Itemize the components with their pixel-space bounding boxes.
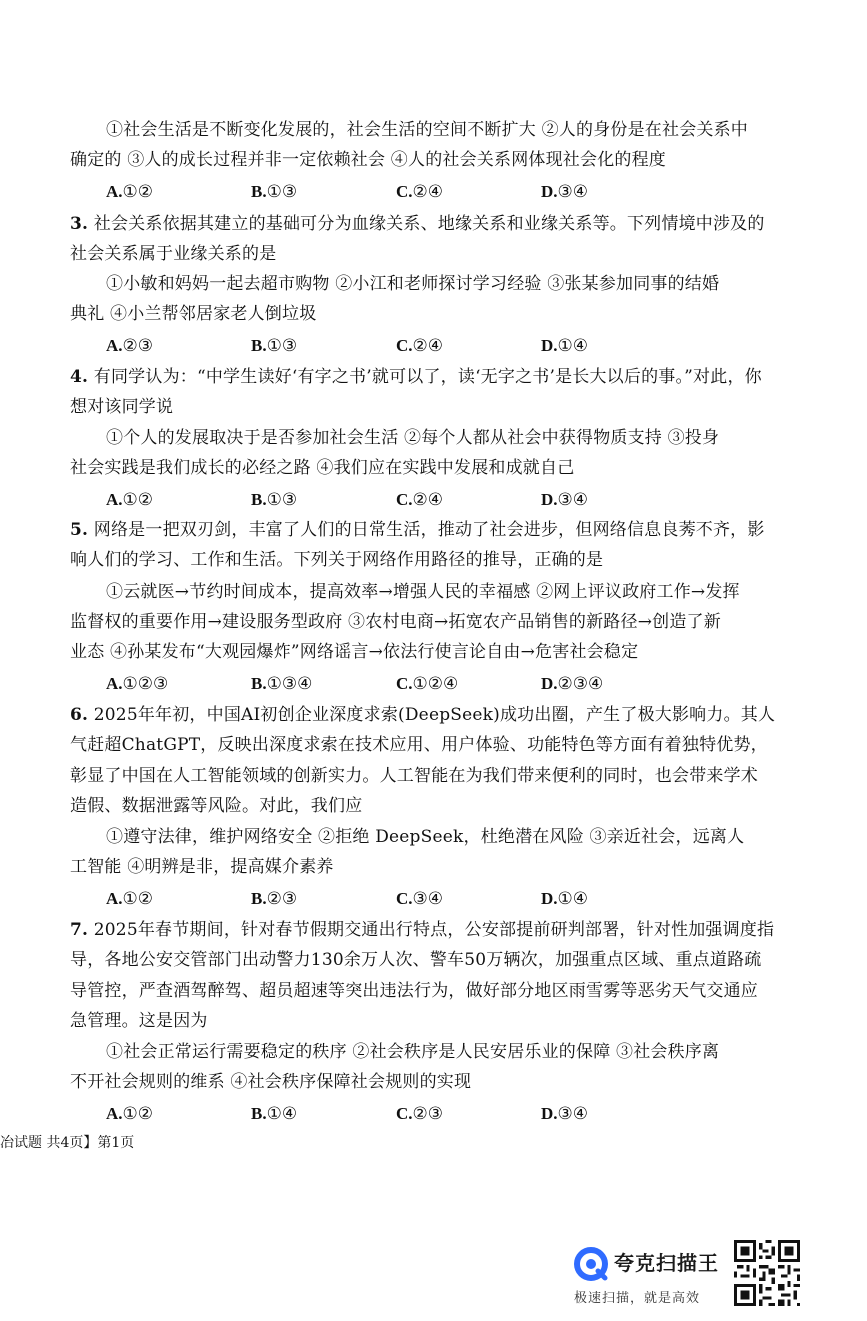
option-letter: C.	[396, 490, 413, 509]
option-letter: B.	[251, 336, 267, 355]
option-letter: B.	[251, 1104, 267, 1123]
option-choices: ②③	[122, 336, 154, 356]
option-letter: C.	[396, 674, 413, 693]
option-letter: C.	[396, 182, 413, 201]
option-letter: D.	[541, 674, 558, 693]
qr-code-icon	[734, 1240, 800, 1306]
option-letter: B.	[251, 889, 267, 908]
q3-option-c	[396, 334, 443, 358]
option-choices: ①②	[122, 182, 154, 202]
option-choices: ①②③	[122, 674, 169, 694]
q4-option-b	[251, 488, 297, 512]
q7-option-c	[396, 1102, 443, 1126]
q2-statement-line2: 确定的 ③人的成长过程并非一定依赖社会 ④人的社会关系网体现社会化的程度	[70, 150, 667, 170]
q5-statement-line2: 监督权的重要作用→建设服务型政府 ③农村电商→拓宽农产品销售的新路径→创造了新	[70, 612, 721, 632]
option-letter: A.	[106, 889, 123, 908]
option-letter: C.	[396, 1104, 413, 1123]
q2-option-a	[106, 180, 153, 204]
option-letter: D.	[541, 182, 558, 201]
option-letter: A.	[106, 674, 123, 693]
q5-stem-line2: 响人们的学习、工作和生活。下列关于网络作用路径的推导，正确的是	[70, 550, 604, 570]
q7-stem-line2: 导，各地公安交管部门出动警力130余万人次、警车50万辆次，加强重点区域、重点道路疏	[70, 950, 762, 970]
option-letter: A.	[106, 336, 123, 355]
q2-option-c	[396, 180, 443, 204]
q2-statement-line1: ①社会生活是不断变化发展的，社会生活的空间不断扩大 ②人的身份是在社会关系中	[106, 120, 749, 140]
q7-option-b	[251, 1102, 297, 1126]
q7-option-d	[541, 1102, 588, 1126]
option-letter: A.	[106, 1104, 123, 1123]
q3-stem-text1: 社会关系依据其建立的基础可分为血缘关系、地缘关系和业缘关系等。下列情境中涉及的	[93, 214, 765, 234]
q2-option-b	[251, 180, 297, 204]
q7-statement-line2: 不开社会规则的维系 ④社会秩序保障社会规则的实现	[70, 1072, 472, 1092]
option-choices: ②③④	[557, 674, 604, 694]
q4-statement-line2: 社会实践是我们成长的必经之路 ④我们应在实践中发展和成就自己	[70, 458, 575, 478]
option-choices: ②③	[412, 1104, 444, 1124]
option-choices: ③④	[557, 490, 589, 510]
option-choices: ①②	[122, 889, 154, 909]
option-letter: D.	[541, 490, 558, 509]
q4-option-a	[106, 488, 153, 512]
q6-stem-line3: 彰显了中国在人工智能领域的创新实力。人工智能在为我们带来便利的同时，也会带来学术	[70, 766, 758, 786]
q4-option-d	[541, 488, 588, 512]
q6-option-c	[396, 887, 443, 911]
q6-stem-text1: 2025年年初，中国AI初创企业深度求索(DeepSeek)成功出圈，产生了极大影响力。其人	[93, 705, 776, 725]
brand-slogan: 极速扫描，就是高效	[574, 1291, 701, 1306]
q4-stem-line2: 想对该同学说	[70, 397, 174, 417]
q5-statement-line1: ①云就医→节约时间成本，提高效率→增强人民的幸福感 ②网上评议政府工作→发挥	[106, 582, 740, 602]
q7-stem-line3: 导管控，严查酒驾醉驾、超员超速等突出违法行为，做好部分地区雨雪雾等恶劣天气交通应	[70, 981, 758, 1001]
option-letter: A.	[106, 490, 123, 509]
option-choices: ①③	[266, 182, 298, 202]
q2-option-d	[541, 180, 588, 204]
q3-statement-line2: 典礼 ④小兰帮邻居家老人倒垃圾	[70, 304, 317, 324]
option-choices: ③④	[557, 1104, 589, 1124]
option-letter: D.	[541, 889, 558, 908]
q6-stem-line2: 气赶超ChatGPT，反映出深度求索在技术应用、用户体验、功能特色等方面有着独特优势，	[70, 735, 768, 755]
option-choices: ②③	[266, 889, 298, 909]
option-letter: B.	[251, 490, 267, 509]
q7-option-a	[106, 1102, 153, 1126]
option-choices: ①③	[266, 490, 298, 510]
q4-statement-line1: ①个人的发展取决于是否参加社会生活 ②每个人都从社会中获得物质支持 ③投身	[106, 428, 720, 448]
q7-stem-text1: 2025年春节期间，针对春节假期交通出行特点，公安部提前研判部署，针对性加强调度指	[93, 920, 775, 940]
option-choices: ①③	[266, 336, 298, 356]
q5-option-b	[251, 672, 312, 696]
q4-stem-line1	[70, 365, 762, 389]
option-choices: ②④	[412, 490, 444, 510]
q6-stem-line4: 造假、数据泄露等风险。对此，我们应	[70, 796, 363, 816]
q7-stem-line4: 急管理。这是因为	[70, 1011, 208, 1031]
q3-option-a	[106, 334, 153, 358]
option-choices: ③④	[412, 889, 444, 909]
q3-stem-line1	[70, 212, 765, 236]
q5-option-c	[396, 672, 458, 696]
q5-option-a	[106, 672, 168, 696]
q7-stem-line1	[70, 918, 774, 942]
q5-stem-line1	[70, 518, 765, 542]
q6-statement-line1: ①遵守法律，维护网络安全 ②拒绝 DeepSeek，杜绝潜在风险 ③亲近社会，远离人	[106, 827, 745, 847]
option-choices: ①②④	[412, 674, 459, 694]
option-letter: D.	[541, 1104, 558, 1123]
option-letter: B.	[251, 674, 267, 693]
option-letter: B.	[251, 182, 267, 201]
q3-stem-line2: 社会关系属于业缘关系的是	[70, 244, 277, 264]
page-footer: 冶试题 共4页】第1页	[0, 1135, 135, 1151]
brand-name: 夸克扫描王	[614, 1251, 719, 1275]
option-choices: ①④	[557, 889, 589, 909]
option-choices: ①④	[557, 336, 589, 356]
option-choices: ①④	[266, 1104, 298, 1124]
option-letter: C.	[396, 889, 413, 908]
option-choices: ②④	[412, 182, 444, 202]
q4-number: 4.	[70, 367, 89, 387]
q3-option-d	[541, 334, 588, 358]
option-choices: ①②	[122, 490, 154, 510]
q6-option-d	[541, 887, 588, 911]
q3-statement-line1: ①小敏和妈妈一起去超市购物 ②小江和老师探讨学习经验 ③张某参加同事的结婚	[106, 274, 720, 294]
q7-number: 7.	[70, 920, 89, 940]
option-choices: ①②	[122, 1104, 154, 1124]
q5-stem-text1: 网络是一把双刃剑，丰富了人们的日常生活，推动了社会进步，但网络信息良莠不齐，影	[93, 520, 765, 540]
q6-option-b	[251, 887, 297, 911]
q4-stem-text1: 有同学认为：“中学生读好‘有字之书’就可以了，读‘无字之书’是长大以后的事。”对此，你	[93, 367, 762, 387]
q3-number: 3.	[70, 214, 89, 234]
q5-statement-line3: 业态 ④孙某发布“大观园爆炸”网络谣言→依法行使言论自由→危害社会稳定	[70, 642, 639, 662]
q6-option-a	[106, 887, 153, 911]
option-letter: D.	[541, 336, 558, 355]
q5-number: 5.	[70, 520, 89, 540]
option-choices: ①③④	[266, 674, 313, 694]
quark-logo-icon	[574, 1247, 608, 1281]
q6-stem-line1	[70, 703, 775, 727]
option-choices: ③④	[557, 182, 589, 202]
q4-option-c	[396, 488, 443, 512]
option-letter: C.	[396, 336, 413, 355]
q3-option-b	[251, 334, 297, 358]
q7-statement-line1: ①社会正常运行需要稳定的秩序 ②社会秩序是人民安居乐业的保障 ③社会秩序离	[106, 1042, 720, 1062]
scanner-brand	[574, 1241, 734, 1311]
option-choices: ②④	[412, 336, 444, 356]
q5-option-d	[541, 672, 603, 696]
q6-number: 6.	[70, 705, 89, 725]
q6-statement-line2: 工智能 ④明辨是非，提高媒介素养	[70, 857, 334, 877]
option-letter: A.	[106, 182, 123, 201]
